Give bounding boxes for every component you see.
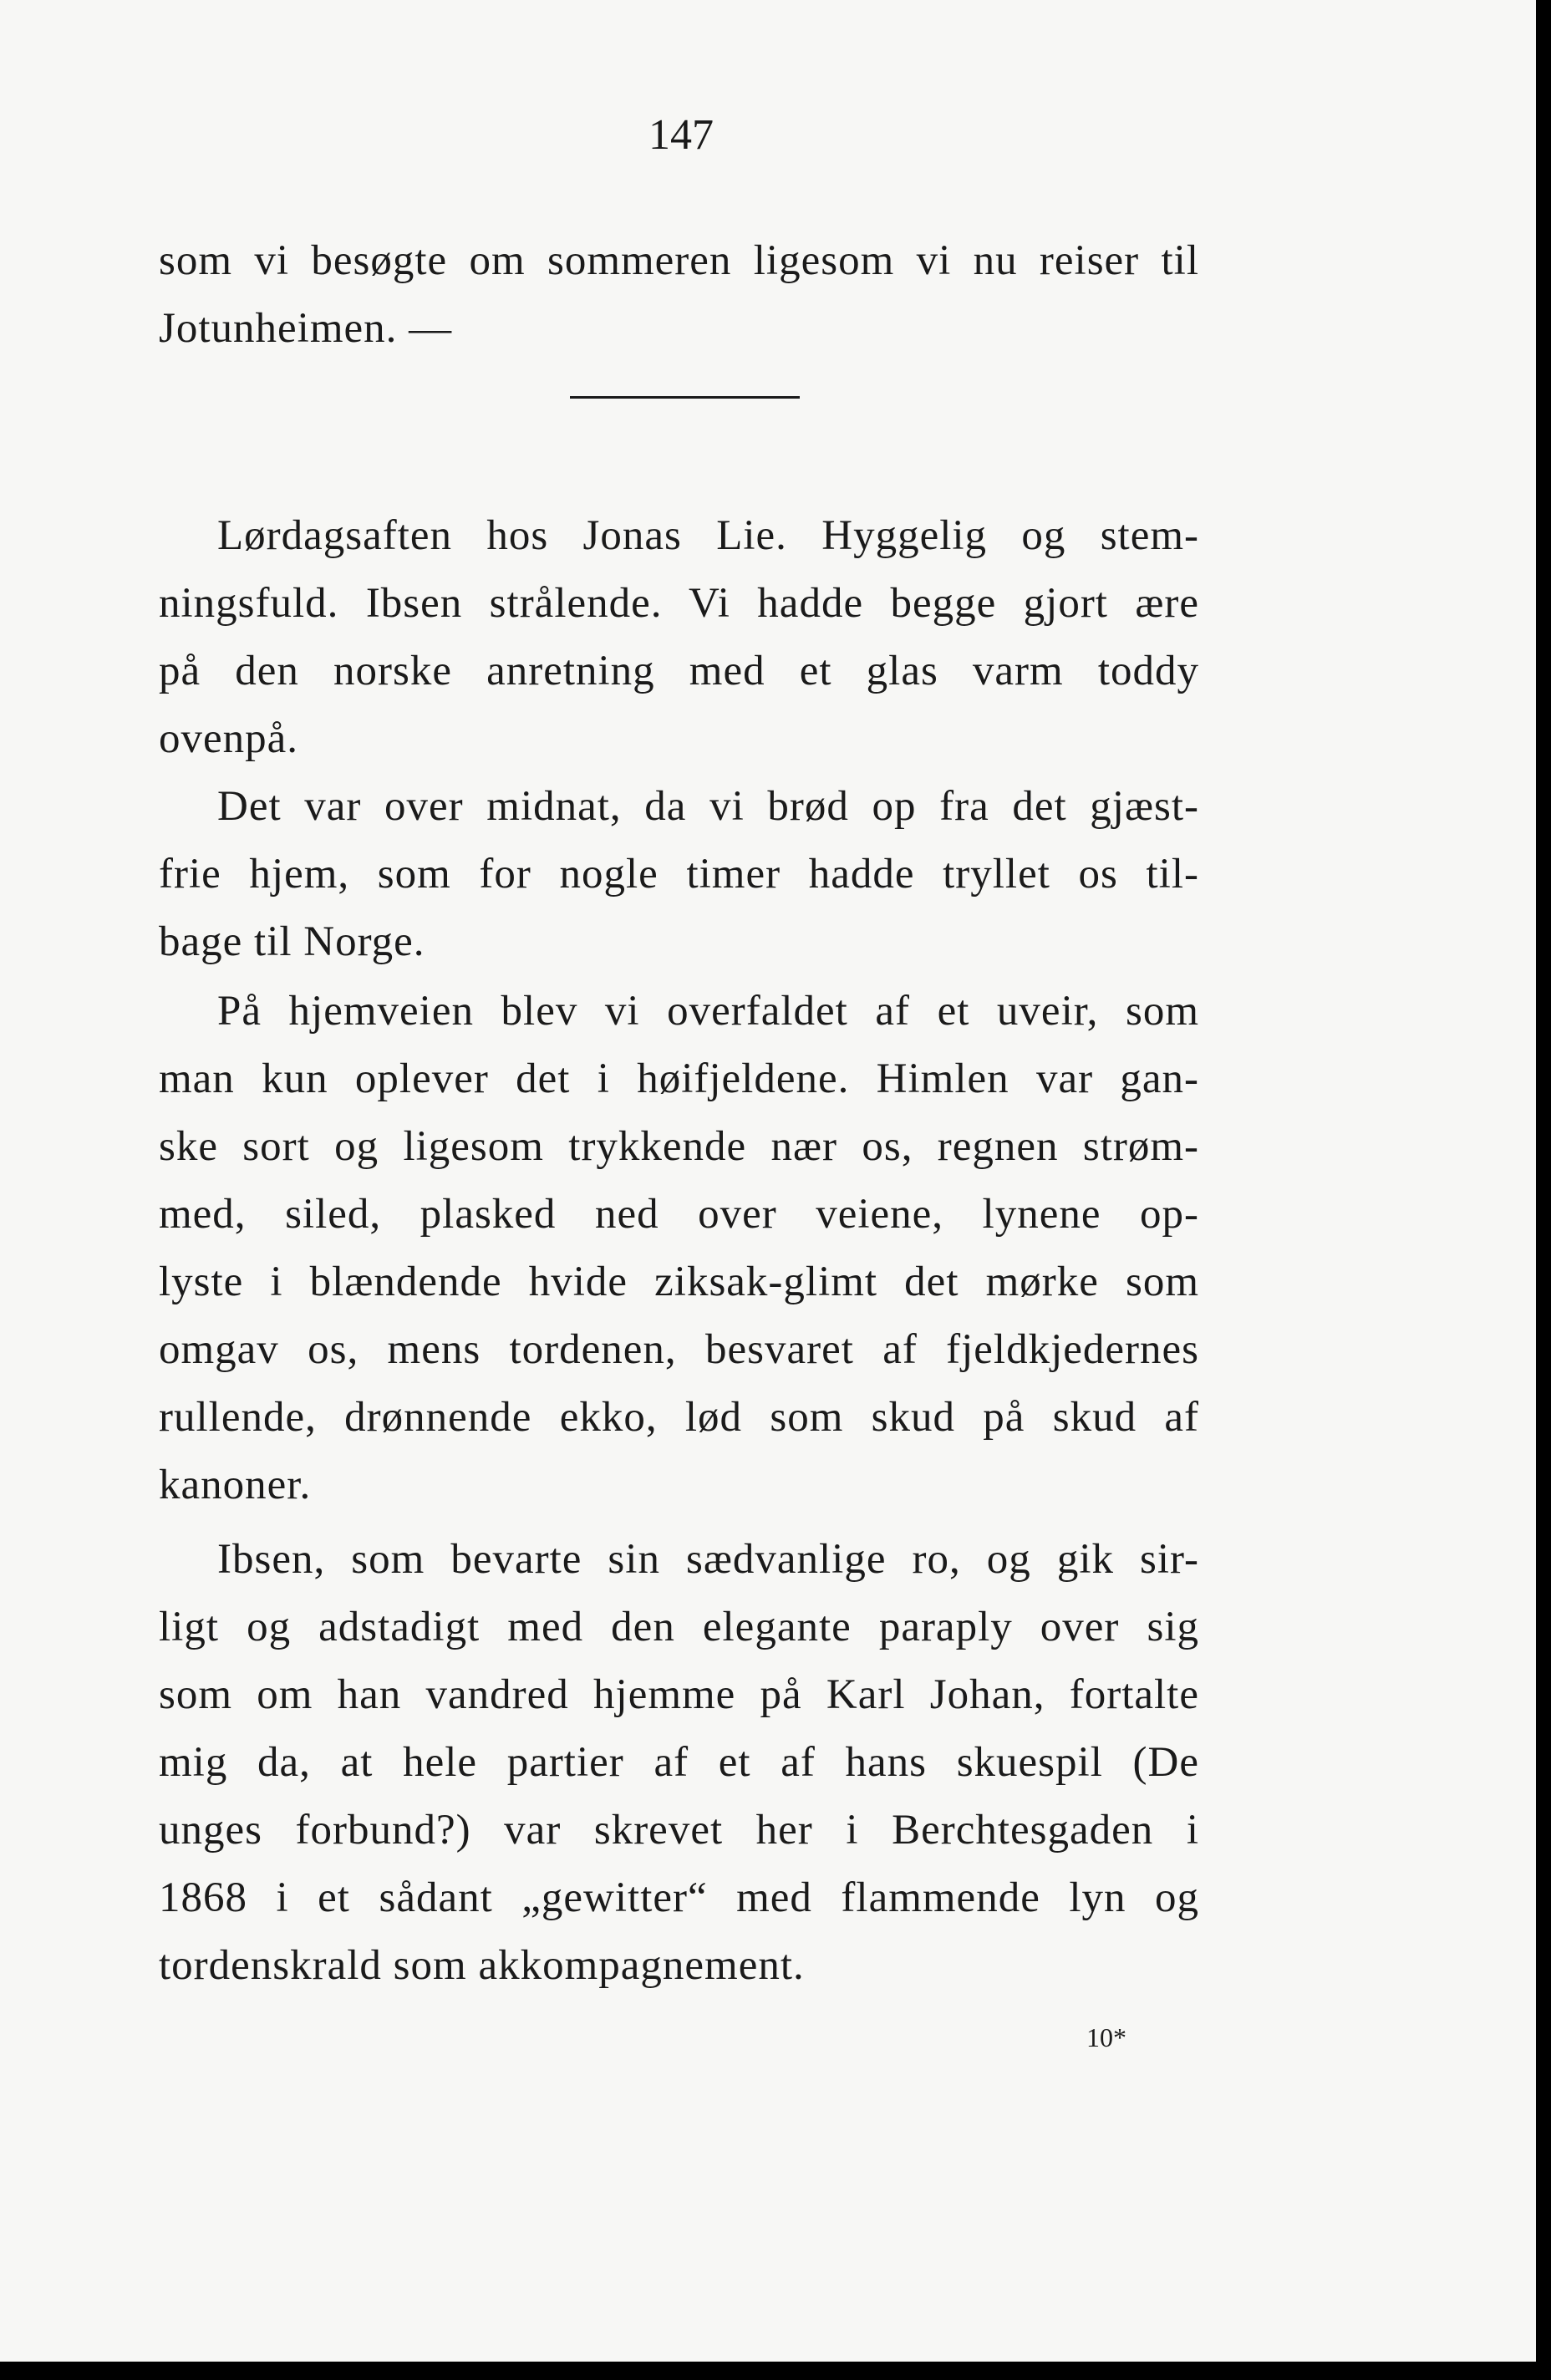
text-line: ovenpå. — [159, 715, 299, 762]
text-line: 1868 i et sådant „gewitter“ med flammende lyn og — [159, 1874, 1199, 1921]
text-line: ligt og adstadigt med den elegante paraply over sig — [159, 1604, 1199, 1650]
printer-signature-mark: 10* — [1086, 2022, 1126, 2052]
text-line: med, siled, plasked ned over veiene, lynene op- — [159, 1191, 1199, 1238]
text-line: mig da, at hele partier af et af hans skuespil (De — [159, 1739, 1199, 1786]
text-line: på den norske anretning med et glas varm toddy — [159, 648, 1199, 694]
text-line: unges forbund?) var skrevet her i Berchtesgaden i — [159, 1807, 1199, 1854]
paragraph-2 — [159, 773, 1199, 976]
section-divider — [570, 396, 800, 399]
text-line: Lørdagsaften hos Jonas Lie. Hyggelig og stem- — [217, 512, 1199, 559]
text-line: som vi besøgte om sommeren ligesom vi nu reiser til — [159, 237, 1199, 284]
text-line: Det var over midnat, da vi brød op fra det gjæst- — [217, 783, 1199, 830]
text-line: rullende, drønnende ekko, lød som skud på skud af — [159, 1394, 1199, 1441]
page-number: 147 — [648, 111, 714, 159]
text-line: På hjemveien blev vi overfaldet af et uveir, som — [217, 988, 1199, 1035]
text-line: bage til Norge. — [159, 918, 425, 965]
paragraph-4 — [159, 1526, 1199, 2000]
text-line: som om han vandred hjemme på Karl Johan, fortalte — [159, 1671, 1199, 1718]
text-line: Ibsen, som bevarte sin sædvanlige ro, og gik sir- — [217, 1536, 1199, 1583]
paragraph-3 — [159, 978, 1199, 1519]
text-line: ske sort og ligesom trykkende nær os, regnen strøm- — [159, 1123, 1199, 1170]
text-line: ningsfuld. Ibsen strålende. Vi hadde begge gjort ære — [159, 580, 1199, 627]
text-line: man kun oplever det i høifjeldene. Himlen var gan- — [159, 1055, 1199, 1102]
text-line: lyste i blændende hvide ziksak-glimt det mørke som — [159, 1259, 1199, 1305]
text-line: tordenskrald som akkompagnement. — [159, 1942, 805, 1989]
opening-paragraph — [159, 227, 1199, 363]
paragraph-1 — [159, 502, 1199, 773]
text-line: frie hjem, som for nogle timer hadde tryllet os til- — [159, 851, 1199, 898]
text-line: kanoner. — [159, 1462, 312, 1508]
text-line: omgav os, mens tordenen, besvaret af fjeldkjedernes — [159, 1326, 1199, 1373]
text-line: Jotunheimen. — — [159, 305, 453, 352]
